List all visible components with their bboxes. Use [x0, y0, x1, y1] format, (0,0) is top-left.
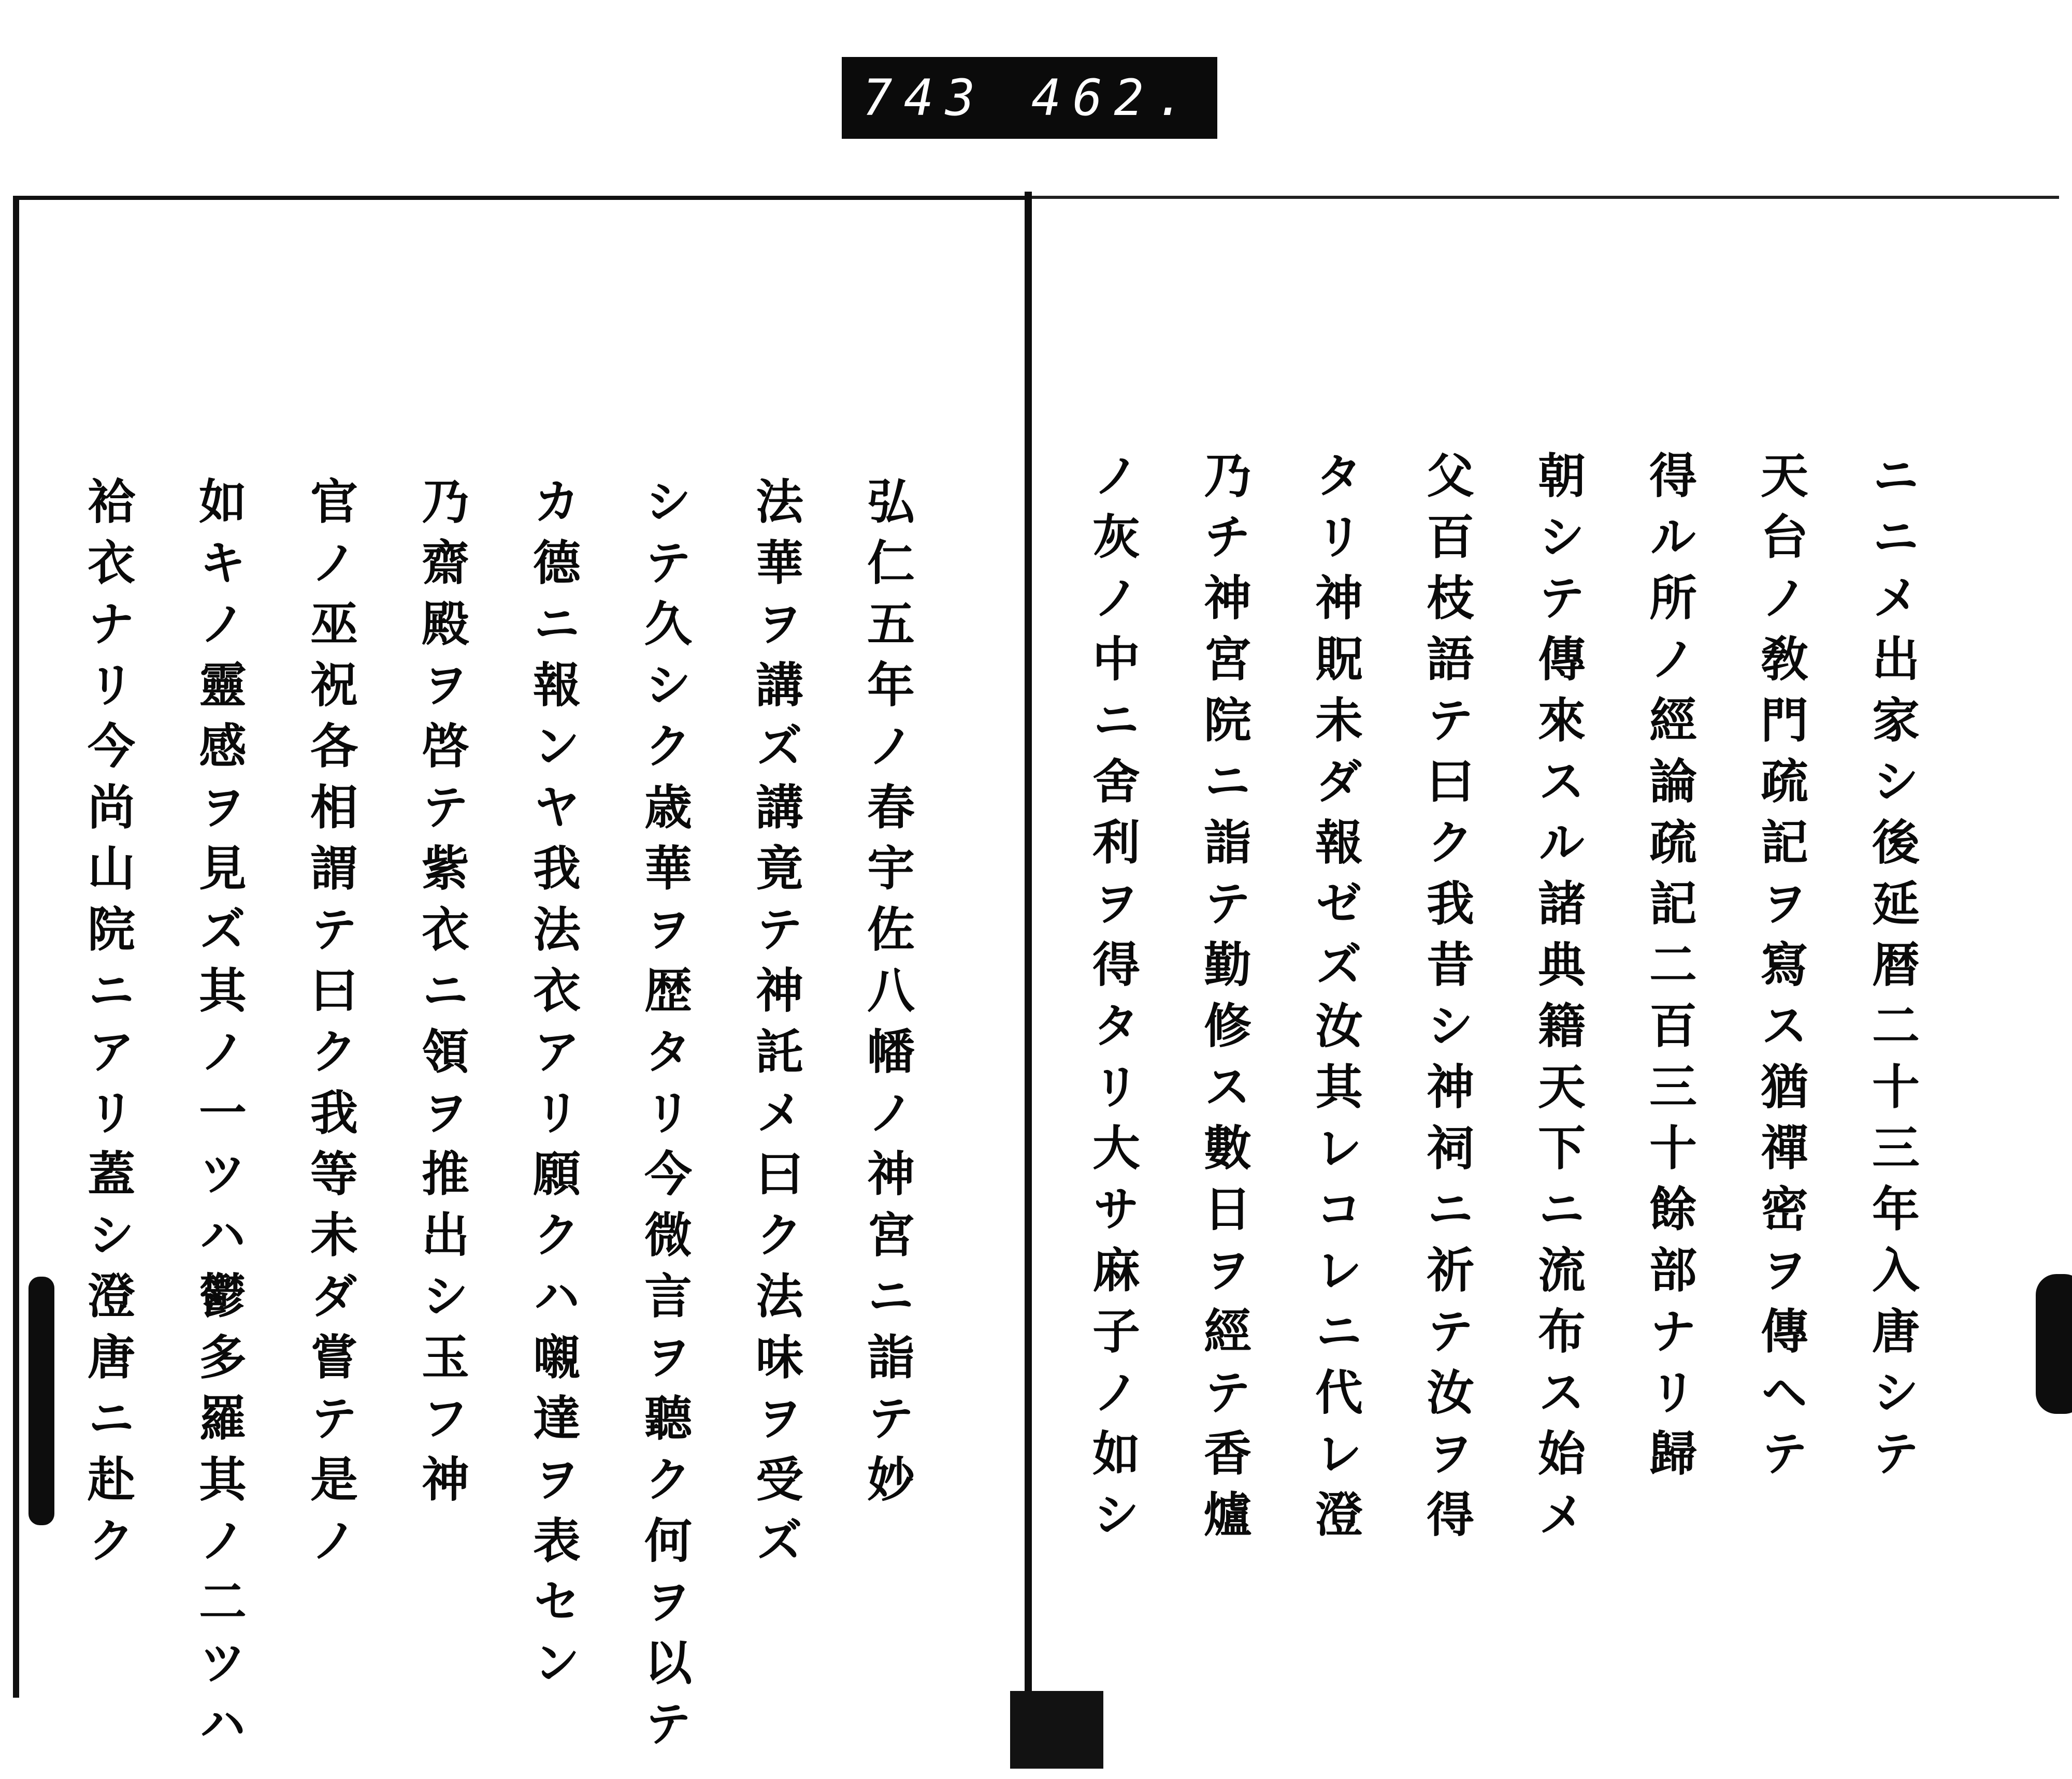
right-edge-binding-mark	[2036, 1274, 2072, 1414]
right-line: タリ神貺未ダ報ゼズ汝其レコレニ代レ澄	[1307, 451, 1363, 1551]
left-line: 法華ヲ講ズ講竟テ神託メ曰ク法味ヲ受ズ	[748, 476, 804, 1576]
right-line: ニニメ出家シ後延暦二十三年入唐シテ	[1864, 451, 1920, 1489]
left-line: 乃齋殿ヲ啓テ紫衣ニ領ヲ推出シ玉フ神	[414, 476, 470, 1515]
right-line: 乃チ神宮院ニ詣テ勤修ス數日ヲ經テ香爐	[1196, 451, 1252, 1551]
left-line: カ德ニ報ンヤ我法衣アリ願クハ嚫達ヲ表セン	[525, 476, 581, 1699]
left-line: 如キノ靈感ヲ見ズ其ノ一ツハ鬱多羅其ノ二ツハ	[191, 476, 247, 1760]
book-spine	[1025, 192, 1032, 1704]
catalog-number-right: 462.	[1031, 69, 1197, 127]
right-line: 朝シテ傳來スル諸典籍天下ニ流布ス始メ	[1530, 451, 1586, 1551]
left-page-text	[80, 476, 943, 1760]
catalog-number-plate	[842, 57, 1217, 139]
left-line: 袷衣ナリ今尚山院ニアリ蓋シ澄唐ニ赴ク	[80, 476, 136, 1576]
left-line: シテ久シク歳華ヲ歴タリ今微言ヲ聽ク何ヲ以テ	[637, 476, 693, 1760]
right-page-text	[1085, 451, 1948, 1551]
spine-binding-block	[1010, 1691, 1103, 1769]
right-line: 父百枝語テ曰ク我昔シ神祠ニ祈テ汝ヲ得	[1419, 451, 1475, 1551]
right-line: 天台ノ敎門疏記ヲ寫ス猶禪密ヲ傳ヘテ	[1753, 451, 1809, 1489]
left-edge-binding-mark	[28, 1277, 54, 1525]
catalog-number-left: 743	[862, 69, 987, 127]
left-line: 官ノ巫祝各相謂テ曰ク我等未ダ嘗テ是ノ	[303, 476, 358, 1576]
left-line: 弘仁五年ノ春宇佐八幡ノ神宮ニ詣テ妙	[859, 476, 915, 1515]
right-line: 得ル所ノ經論疏記二百三十餘部ナリ歸	[1642, 451, 1697, 1489]
right-line: ノ灰ノ中ニ舍利ヲ得タリ大サ麻子ノ如シ	[1085, 451, 1141, 1551]
